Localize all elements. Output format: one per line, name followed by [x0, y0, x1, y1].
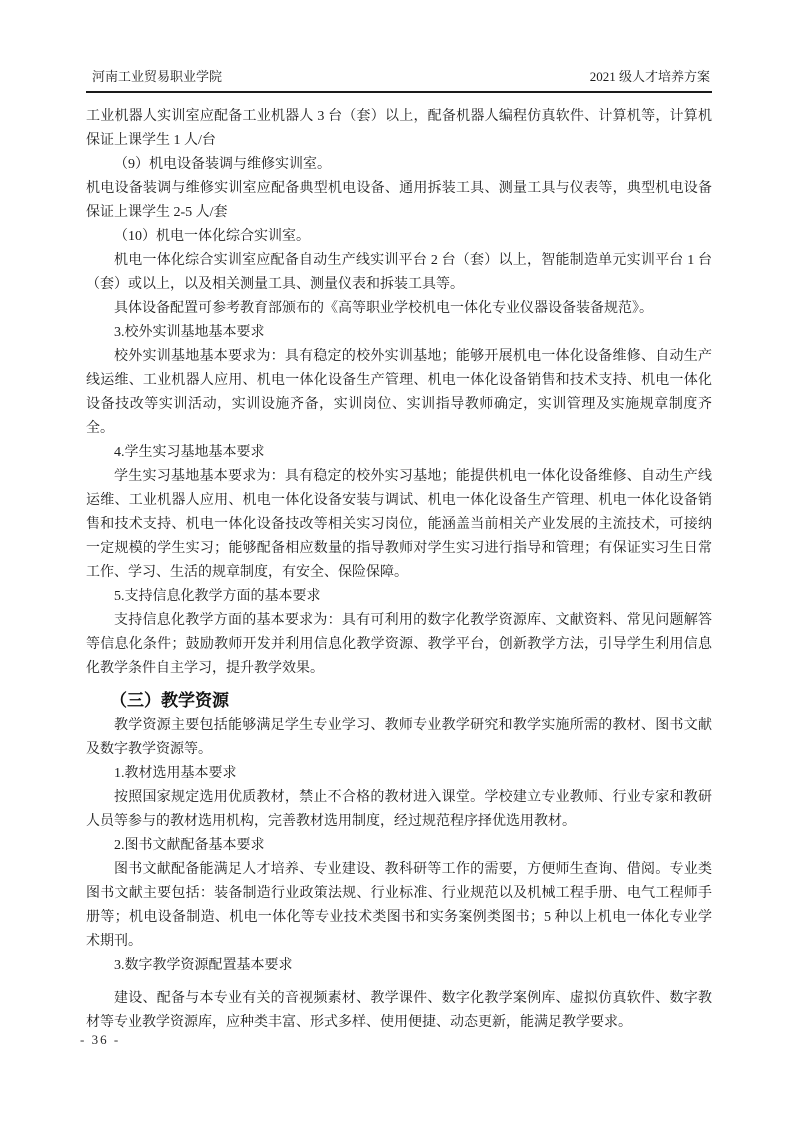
page-header [86, 68, 712, 93]
paragraph: （9）机电设备装调与维修实训室。 [114, 157, 331, 172]
page-number: - 36 - [80, 1032, 121, 1047]
paragraph: 机电设备装调与维修实训室应配备典型机电设备、通用拆装工具、测量工具与仪表等，典型机电设备保证上课学生 2-5 人/套 [86, 181, 712, 220]
paragraph: （10）机电一体化综合实训室。 [114, 229, 310, 244]
sub-heading-digital-resources: 3.数字教学资源配置基本要求 [114, 958, 293, 973]
header-plan-title: 2021 级人才培养方案 [589, 69, 710, 84]
document-body [86, 105, 712, 1035]
sub-heading-library-literature: 2.图书文献配备基本要求 [114, 838, 265, 853]
sub-heading-campus-training: 3.校外实训基地基本要求 [114, 325, 265, 340]
header-school-name: 河南工业贸易职业学院 [92, 69, 223, 84]
paragraph: 校外实训基地基本要求为：具有稳定的校外实训基地；能够开展机电一体化设备维修、自动生产线运维、工业机器人应用、机电一体化设备生产管理、机电一体化设备销售和技术支持、机电一体化设备技改等实训活动，实训设施齐备，实训岗位、实训指导教师确定，实训管理及实施规章制度齐全。 [86, 349, 712, 436]
paragraph: 按照国家规定选用优质教材，禁止不合格的教材进入课堂。学校建立专业教师、行业专家和教研人员等参与的教材选用机构，完善教材选用制度，经过规范程序择优选用教材。 [86, 790, 712, 829]
paragraph: 教学资源主要包括能够满足学生专业学习、教师专业教学研究和教学实施所需的教材、图书文献及数字教学资源等。 [86, 718, 712, 757]
paragraph: 学生实习基地基本要求为：具有稳定的校外实习基地；能提供机电一体化设备维修、自动生产线运维、工业机器人应用、机电一体化设备安装与调试、机电一体化设备生产管理、机电一体化设备销售和技术支持、机电一体化设备技改等相关实习岗位，能涵盖当前相关产业发展的主流技术，可接纳一定规模的学生实习；能够配备相应数量的指导教师对学生实习进行指导和管理；有保证实习生日常工作、学习、生活的规章制度，有安全、保险保障。 [86, 469, 712, 580]
paragraph: 建设、配备与本专业有关的音视频素材、教学课件、数字化教学案例库、虚拟仿真软件、数字教材等专业教学资源库，应种类丰富、形式多样、使用便捷、动态更新，能满足教学要求。 [86, 991, 712, 1030]
sub-heading-textbook-selection: 1.教材选用基本要求 [114, 766, 237, 781]
paragraph: 图书文献配备能满足人才培养、专业建设、教科研等工作的需要，方便师生查询、借阅。专业类图书文献主要包括：装备制造行业政策法规、行业标准、行业规范以及机械工程手册、电气工程师手册等；机电设备制造、机电一体化等专业技术类图书和实务案例类图书；5 种以上机电一体化专业学术期刊。 [86, 862, 712, 949]
paragraph: 支持信息化教学方面的基本要求为：具有可利用的数字化教学资源库、文献资料、常见问题解答等信息化条件；鼓励教师开发并利用信息化教学资源、教学平台，创新教学方法，引导学生利用信息化教学条件自主学习，提升教学效果。 [86, 613, 712, 676]
sub-heading-student-practice: 4.学生实习基地基本要求 [114, 445, 265, 460]
paragraph: 机电一体化综合实训室应配备自动生产线实训平台 2 台（套）以上，智能制造单元实训平台 1 台（套）或以上，以及相关测量工具、测量仪表和拆装工具等。 [86, 253, 712, 292]
section-heading-teaching-resources: （三）教学资源 [110, 691, 229, 710]
paragraph: 工业机器人实训室应配备工业机器人 3 台（套）以上，配备机器人编程仿真软件、计算机等，计算机保证上课学生 1 人/台 [86, 109, 712, 148]
sub-heading-informatization: 5.支持信息化教学方面的基本要求 [114, 589, 321, 604]
paragraph: 具体设备配置可参考教育部颁布的《高等职业学校机电一体化专业仪器设备装备规范》。 [114, 301, 653, 316]
